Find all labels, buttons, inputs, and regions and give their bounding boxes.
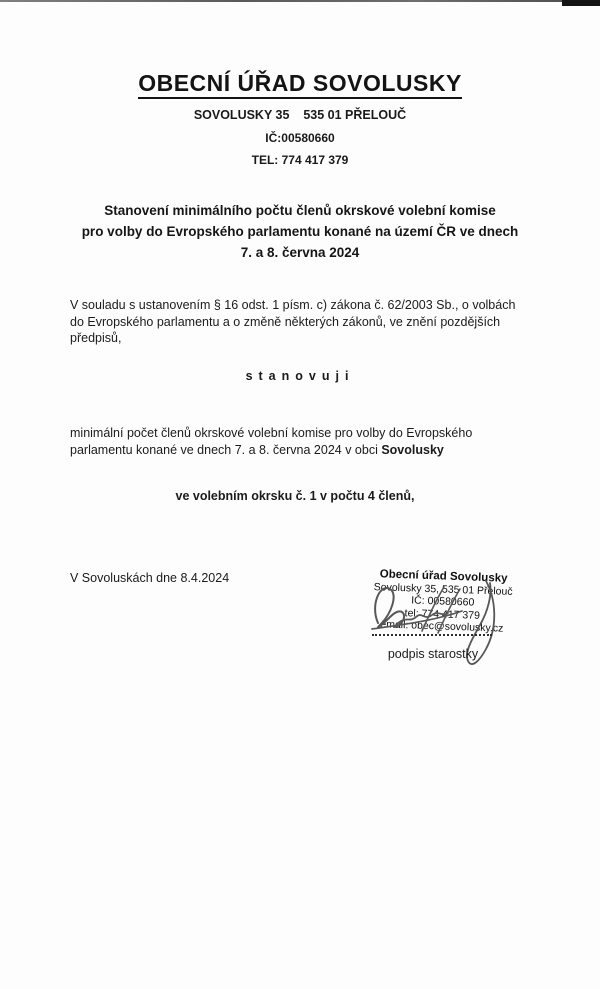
stamp-signature-area [368,563,518,673]
municipality-name: Sovolusky [381,442,444,457]
stamp-office-name: Obecní úřad Sovolusky [379,568,508,585]
office-title-text: OBECNÍ ÚŘAD SOVOLUSKY [138,70,462,99]
stanovuji-declaration: stanovuji [245,369,355,383]
signature-dotted-line [372,634,492,636]
scan-artifact-top-edge [0,0,600,2]
subject-line-1: Stanovení minimálního počtu členů okrskové volební komise [104,203,496,218]
signature-caption: podpis starostky [387,647,479,661]
handwritten-signature [364,575,514,685]
stamp-ic: IČ: 00580660 [411,594,475,609]
office-ic-number: IČ:00580660 [265,131,335,145]
decision-paragraph [70,425,528,458]
subject-line-3: 7. a 8. června 2024 [240,245,360,260]
district-members-line: ve volebním okrsku č. 1 v počtu 4 členů, [175,489,415,503]
document-subject [40,200,560,263]
scan-artifact-corner [562,0,600,6]
stamp-email: email: obec@sovolusky.cz [380,618,504,635]
date-place-line: V Sovoluskách dne 8.4.2024 [70,571,230,585]
intro-paragraph: V souladu s ustanovením § 16 odst. 1 písm. c) zákona č. 62/2003 Sb., o volbách do Evropského parlamentu a o změně některých zákonů, ve znění pozdějších předpisů, [70,298,516,345]
stamp-address: Sovolusky 35, 535 01 Přelouč [373,581,513,598]
decision-text: minimální počet členů okrskové volební komise pro volby do Evropského parlamentu konané ve dnech 7. a 8. června 2024 v obci [70,426,473,457]
stamp-tel: tel: 774 417 379 [404,606,481,622]
office-address: SOVOLUSKY 35 535 01 PŘELOUČ [193,108,407,122]
office-phone: TEL: 774 417 379 [251,153,349,167]
subject-line-2: pro volby do Evropského parlamentu konané na území ČR ve dnech [81,224,519,239]
office-title [0,70,600,97]
